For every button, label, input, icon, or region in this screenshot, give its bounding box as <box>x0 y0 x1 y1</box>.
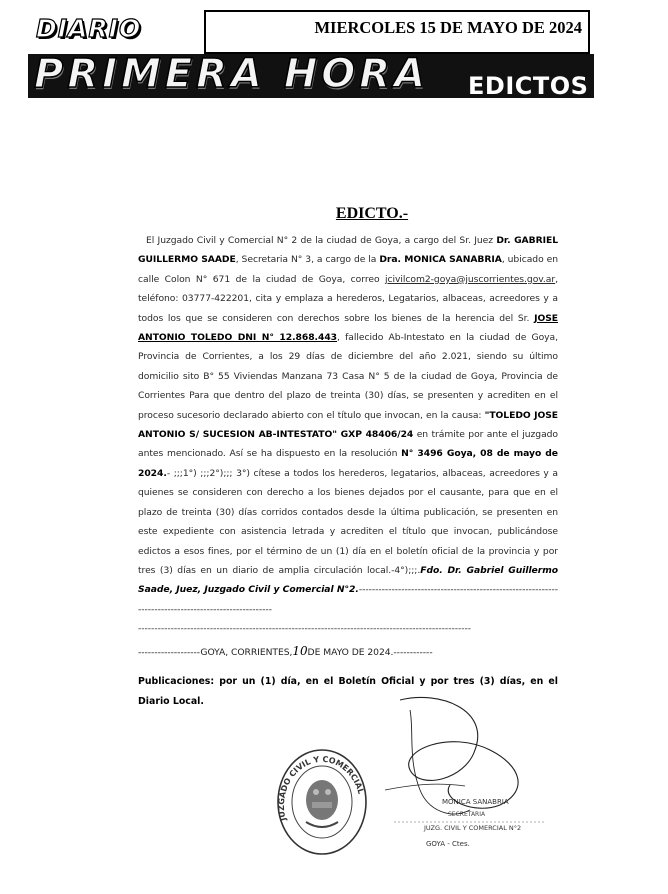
section-label: EDICTOS <box>468 72 589 100</box>
brand-main: PRIMERA HORA <box>34 51 430 97</box>
secretary-name: Dra. MONICA SANABRIA <box>379 254 502 266</box>
text-run: , teléfono: 03777-422201, cita y emplaza a herederos, Legatarios, albaceas, acreedores y a todos los que se consideren con derechos sobre los bienes de la herencia del Sr. <box>138 273 558 324</box>
handwritten-signature <box>380 690 540 840</box>
place-date-line <box>138 640 558 664</box>
place-suffix: DE MAYO DE 2024.------------ <box>307 647 433 659</box>
court-seal <box>272 742 372 860</box>
date-box <box>204 10 590 54</box>
dash-filler: ------------------------------------------------------------------------------------------------------ <box>138 584 558 615</box>
masthead <box>28 10 594 98</box>
edict-body <box>138 231 558 664</box>
text-run: , Secretaria N° 3, a cargo de la <box>235 254 380 266</box>
text-run: , ubicado en calle Colon N° 671 de la ciudad de Goya, correo <box>138 254 558 285</box>
text-run: , fallecido Ab-Intestato en la ciudad de Goya, Provincia de Corrientes, a los 29 días de diciembre del año 2.021, siendo su último domicilio sito B° 55 Viviendas Manzana 73 Casa N° 5 de la ciudad de Goya, Provincia de Corrientes Para que dentro del plazo de treinta (30) días, se presenten y acrediten en el proceso sucesorio declarado abierto con el título que invocan, en la causa: <box>138 332 559 421</box>
stamp-line-3: JUZG. CIVIL Y COMERCIAL N°2 <box>424 824 522 832</box>
coat-of-arms-icon <box>306 780 338 827</box>
stamp-line-4: GOYA - Ctes. <box>426 840 470 848</box>
signature-text: Fdo. Dr. Gabriel Guillermo Saade, Juez, Juzgado Civil y Comercial N°2. <box>138 564 559 596</box>
edict-document <box>138 205 558 711</box>
publications-note: Publicaciones: por un (1) día, en el Boletín Oficial y por tres (3) días, en el Diario Local. <box>138 676 558 707</box>
case-title: "TOLEDO JOSE ANTONIO S/ SUCESION AB-INTESTATO" GXP 48406/24 <box>138 409 558 441</box>
text-run: en trámite por ante el juzgado antes mencionado. Así se ha dispuesto en la resolución <box>138 429 558 460</box>
place-prefix: -------------------GOYA, CORRIENTES, <box>138 647 293 659</box>
stamp-line-2: SECRETARIA <box>448 811 486 818</box>
resolution-ref: N° 3496 Goya, 08 de mayo de 2024. <box>138 448 558 479</box>
handwritten-day: 10 <box>292 644 308 659</box>
deceased-name: JOSE ANTONIO TOLEDO DNI N° 12.868.443 <box>138 312 558 344</box>
seal-text: JUZGADO CIVIL Y COMERCIAL <box>276 754 366 822</box>
divider-dashes: ------------------------------------------------------------------------------------------------------ <box>138 623 472 635</box>
edict-title: EDICTO.- <box>335 205 409 222</box>
stamp-line-1: MONICA SANABRIA <box>442 798 509 806</box>
judge-name: Dr. GABRIEL GUILLERMO SAADE <box>138 235 558 266</box>
court-email: jcivilcom2-goya@juscorrientes.gov.ar <box>385 273 556 285</box>
issue-date: MIERCOLES 15 DE MAYO DE 2024 <box>314 18 582 37</box>
text-run: El Juzgado Civil y Comercial N° 2 de la ciudad de Goya, a cargo del Sr. Juez <box>146 235 497 246</box>
edict-paragraph <box>138 231 558 619</box>
brand-top: DIARIO <box>36 14 142 43</box>
text-run: - ;;;1°) ;;;2°);;; 3°) cítese a todos los herederos, legatarios, albaceas, acreedores y a quienes se consideren con derecho a los bienes dejados por el causante, para que en el plazo de treinta (30) días corridos contados desde la última publicación, se presenten en este expediente con asistencia letrada y acrediten el título que invocan, publicándose edictos a esos fines, por el término de un (1) día en el boletín oficial de la provincia y por tres (3) días en un diario de amplia circulación local.-4°);;;. <box>138 467 558 576</box>
